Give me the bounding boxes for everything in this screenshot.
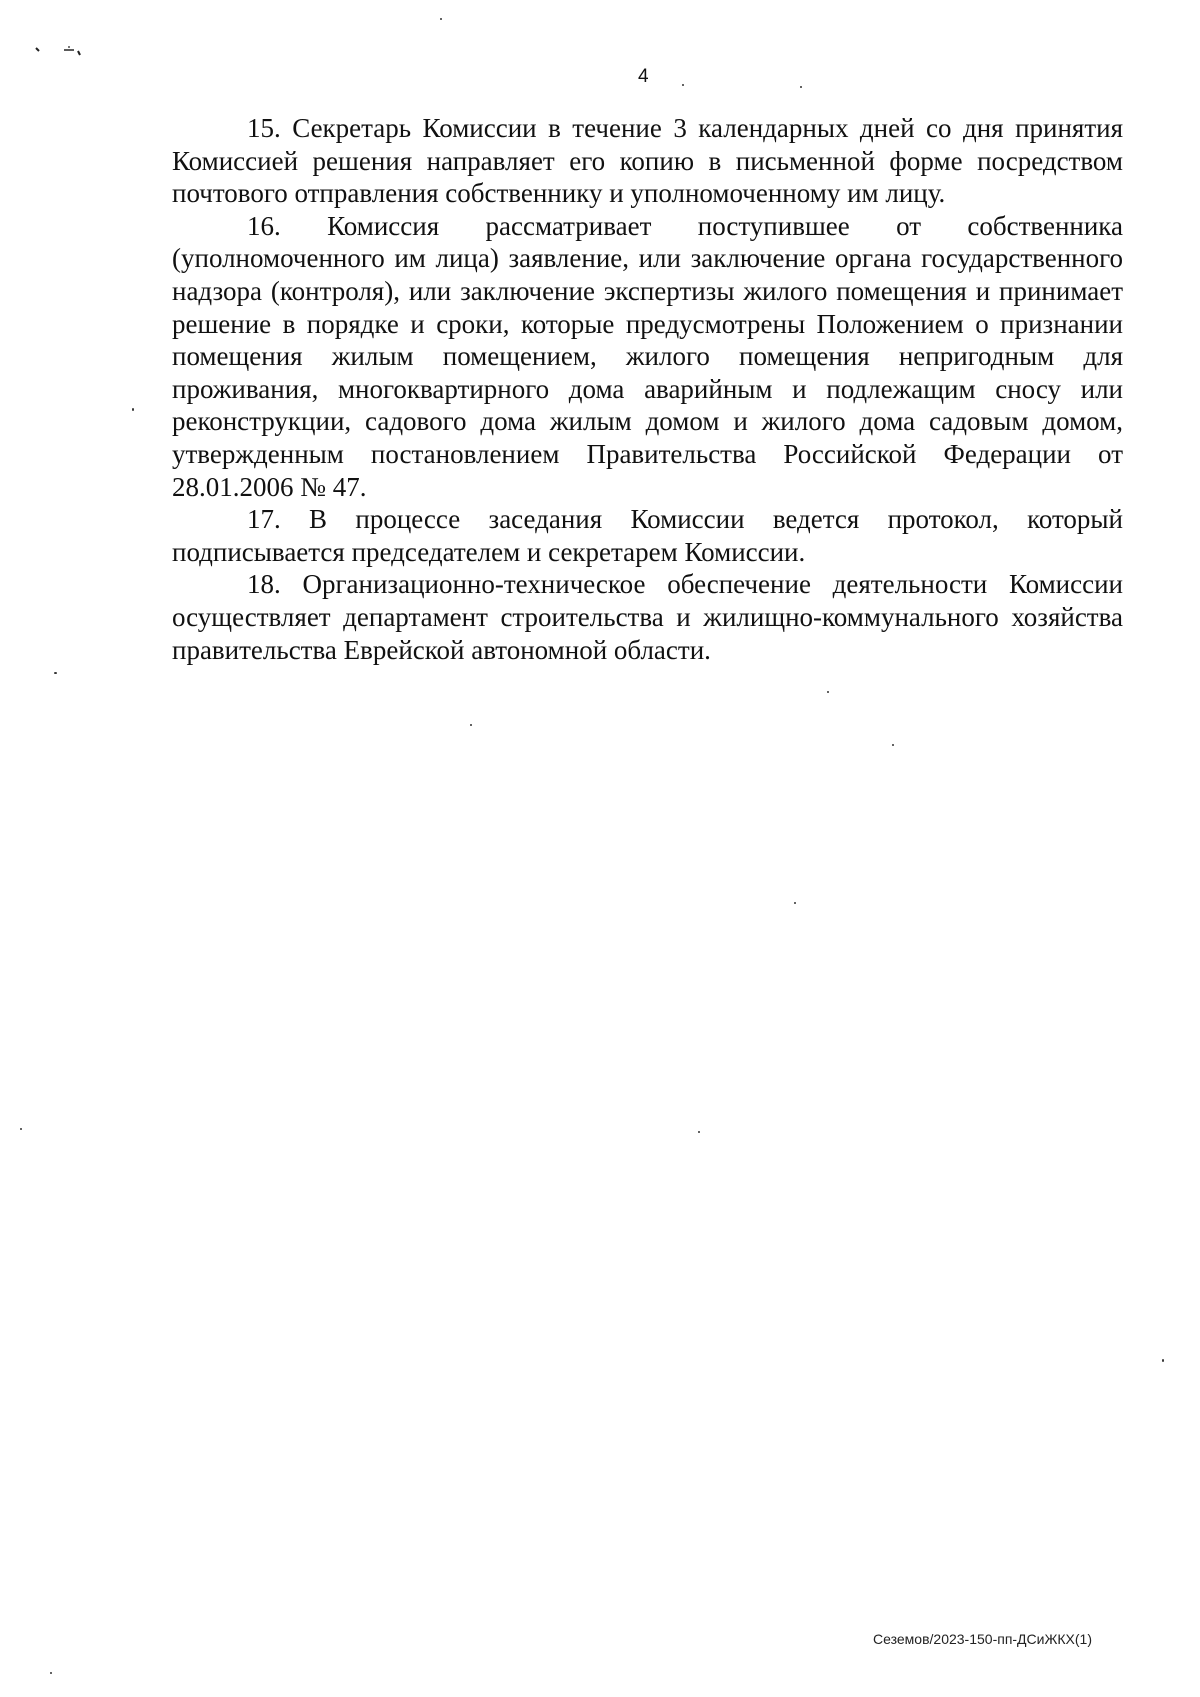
scan-speck <box>892 744 894 746</box>
scan-speck <box>1162 1359 1164 1362</box>
scan-speck <box>440 18 442 20</box>
scan-speck <box>132 408 134 411</box>
document-body <box>172 112 1123 666</box>
paragraph-17: 17. В процессе заседания Комиссии ведется протокол, который подписывается председателем и секретарем Комиссии. <box>172 504 1123 567</box>
scan-speck <box>470 724 472 726</box>
paragraph-15: 15. Секретарь Комиссии в течение 3 календарных дней со дня принятия Комиссией решения направляет его копию в письменной форме посредством почтового отправления собственнику и уполномоченному им лицу. <box>172 113 1123 209</box>
scan-speck <box>20 1128 22 1130</box>
scan-speck <box>800 86 802 88</box>
document-footer-code: Сеземов/2023-150-пп-ДСиЖКХ(1) <box>873 1631 1092 1647</box>
page-number: 4 <box>638 66 649 87</box>
scan-speck <box>50 1672 52 1674</box>
scan-speck <box>54 672 57 674</box>
paragraph-18: 18. Организационно-техническое обеспечение деятельности Комиссии осуществляет департамент строительства и жилищно-коммунального хозяйства правительства Еврейской автономной области. <box>172 569 1123 665</box>
paragraph-16: 16. Комиссия рассматривает поступившее от собственника (уполномоченного им лица) заявление, или заключение органа государственного надзора (контроля), или заключение экспертизы жилого помещения и принимает решение в порядке и сроки, которые предусмотрены Положением о признании помещения жилым помещением, жилого помещения непригодным для проживания, многоквартирного дома аварийным и подлежащим сносу или реконструкции, садового дома жилым домом и жилого дома садовым домом, утвержденным постановлением Правительства Российской Федерации от 28.01.2006 № 47. <box>172 210 1123 502</box>
scan-speck <box>827 691 829 693</box>
scan-artifact-mark <box>34 44 94 58</box>
scan-speck <box>794 902 796 904</box>
scan-speck <box>698 1131 700 1133</box>
scan-speck <box>682 84 684 86</box>
